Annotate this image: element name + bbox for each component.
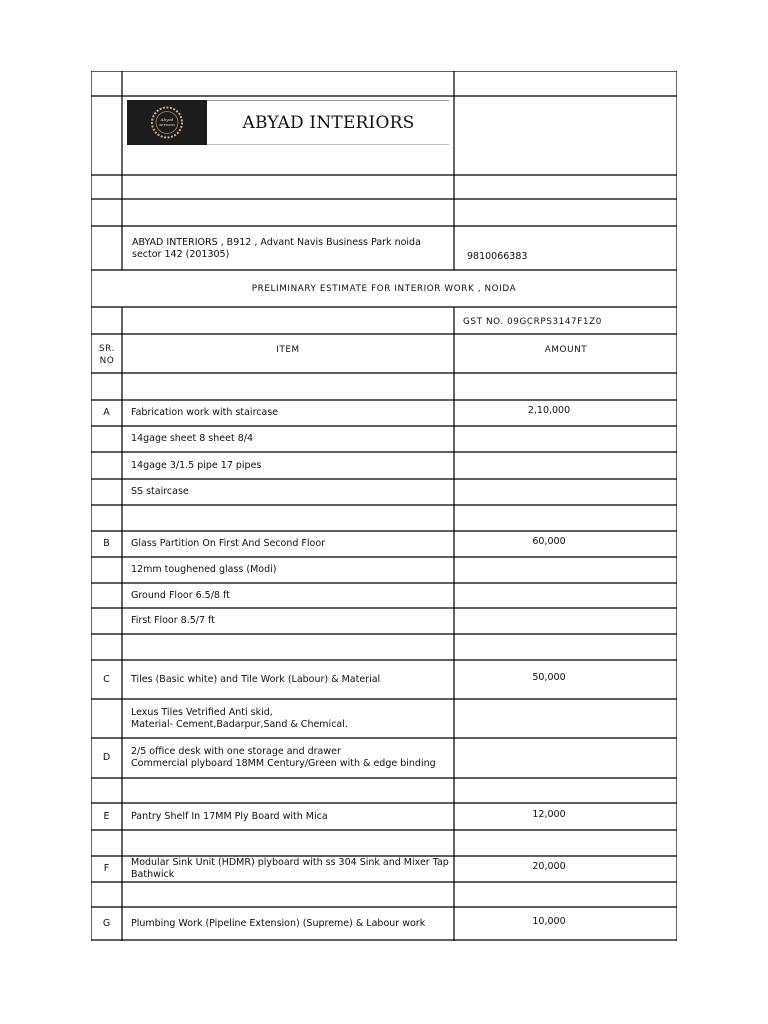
row-amount (454, 697, 644, 736)
row-amount (454, 555, 644, 581)
row-sr-no (91, 557, 122, 583)
row-item: 14gage sheet 8 sheet 8/4 (131, 433, 253, 444)
row-sr-no (91, 608, 122, 634)
row-amount: 60,000 (532, 536, 566, 547)
column-header-amount: AMOUNT (544, 344, 588, 355)
row-sr-no: E (103, 810, 110, 822)
row-item: SS staircase (131, 486, 189, 497)
row-amount: 2,10,000 (527, 405, 571, 416)
row-amount (454, 606, 644, 632)
svg-text:Abyad: Abyad (160, 117, 174, 122)
row-sr-no: D (102, 752, 111, 763)
row-amount (454, 477, 644, 503)
row-item: Lexus Tiles Vetrified Anti skid, Material- Cement,Badarpur,Sand & Chemical. (131, 706, 348, 730)
row-amount: 10,000 (532, 915, 566, 927)
row-amount: 20,000 (532, 861, 566, 872)
svg-text:INTERIORS: INTERIORS (158, 123, 176, 127)
row-amount: 12,000 (532, 808, 566, 820)
row-sr-no: B (103, 538, 110, 549)
row-sr-no: G (102, 917, 111, 929)
row-item: Glass Partition On First And Second Floor (131, 538, 326, 549)
row-sr-no (91, 479, 122, 505)
row-amount (454, 581, 644, 606)
column-header-item: ITEM (276, 344, 300, 355)
row-item: 14gage 3/1.5 pipe 17 pipes (131, 459, 262, 471)
row-item: First Floor 8.5/7 ft (131, 615, 215, 626)
row-sr-no (91, 452, 122, 479)
row-amount: 50,000 (532, 671, 566, 683)
row-sr-no (91, 583, 122, 608)
row-sr-no: A (103, 407, 110, 418)
row-item: Tiles (Basic white) and Tile Work (Labour) & Material (131, 673, 381, 685)
column-header-sr-no: SR. NO (99, 344, 115, 366)
company-logo (127, 100, 207, 145)
row-item: Plumbing Work (Pipeline Extension) (Supreme) & Labour work (131, 917, 426, 929)
row-item: Modular Sink Unit (HDMR) plyboard with ss 304 Sink and Mixer Tap Bathwick (131, 857, 449, 880)
row-amount (454, 424, 644, 450)
row-amount (454, 450, 644, 477)
row-sr-no (91, 426, 122, 452)
row-item: 2/5 office desk with one storage and drawer Commercial plyboard 18MM Century/Green with & edge binding (131, 746, 436, 769)
row-sr-no: C (103, 673, 110, 685)
page-title: PRELIMINARY ESTIMATE FOR INTERIOR WORK , NOIDA (251, 284, 517, 294)
row-sr-no: F (103, 863, 110, 874)
row-item: Ground Floor 6.5/8 ft (131, 589, 230, 601)
company-name: ABYAD INTERIORS (242, 112, 415, 133)
row-amount (454, 736, 644, 776)
company-phone: 9810066383 (467, 251, 528, 262)
row-sr-no (91, 699, 122, 738)
row-item: Pantry Shelf In 17MM Ply Board with Mica (131, 810, 328, 822)
row-item: 12mm toughened glass (Modi) (131, 564, 277, 575)
gst-number: GST NO. 09GCRPS3147F1Z0 (463, 316, 602, 327)
company-address: ABYAD INTERIORS , B912 , Advant Navis Business Park noida sector 142 (201305) (132, 236, 421, 260)
estimate-sheet (91, 71, 677, 941)
row-item: Fabrication work with staircase (131, 407, 279, 418)
